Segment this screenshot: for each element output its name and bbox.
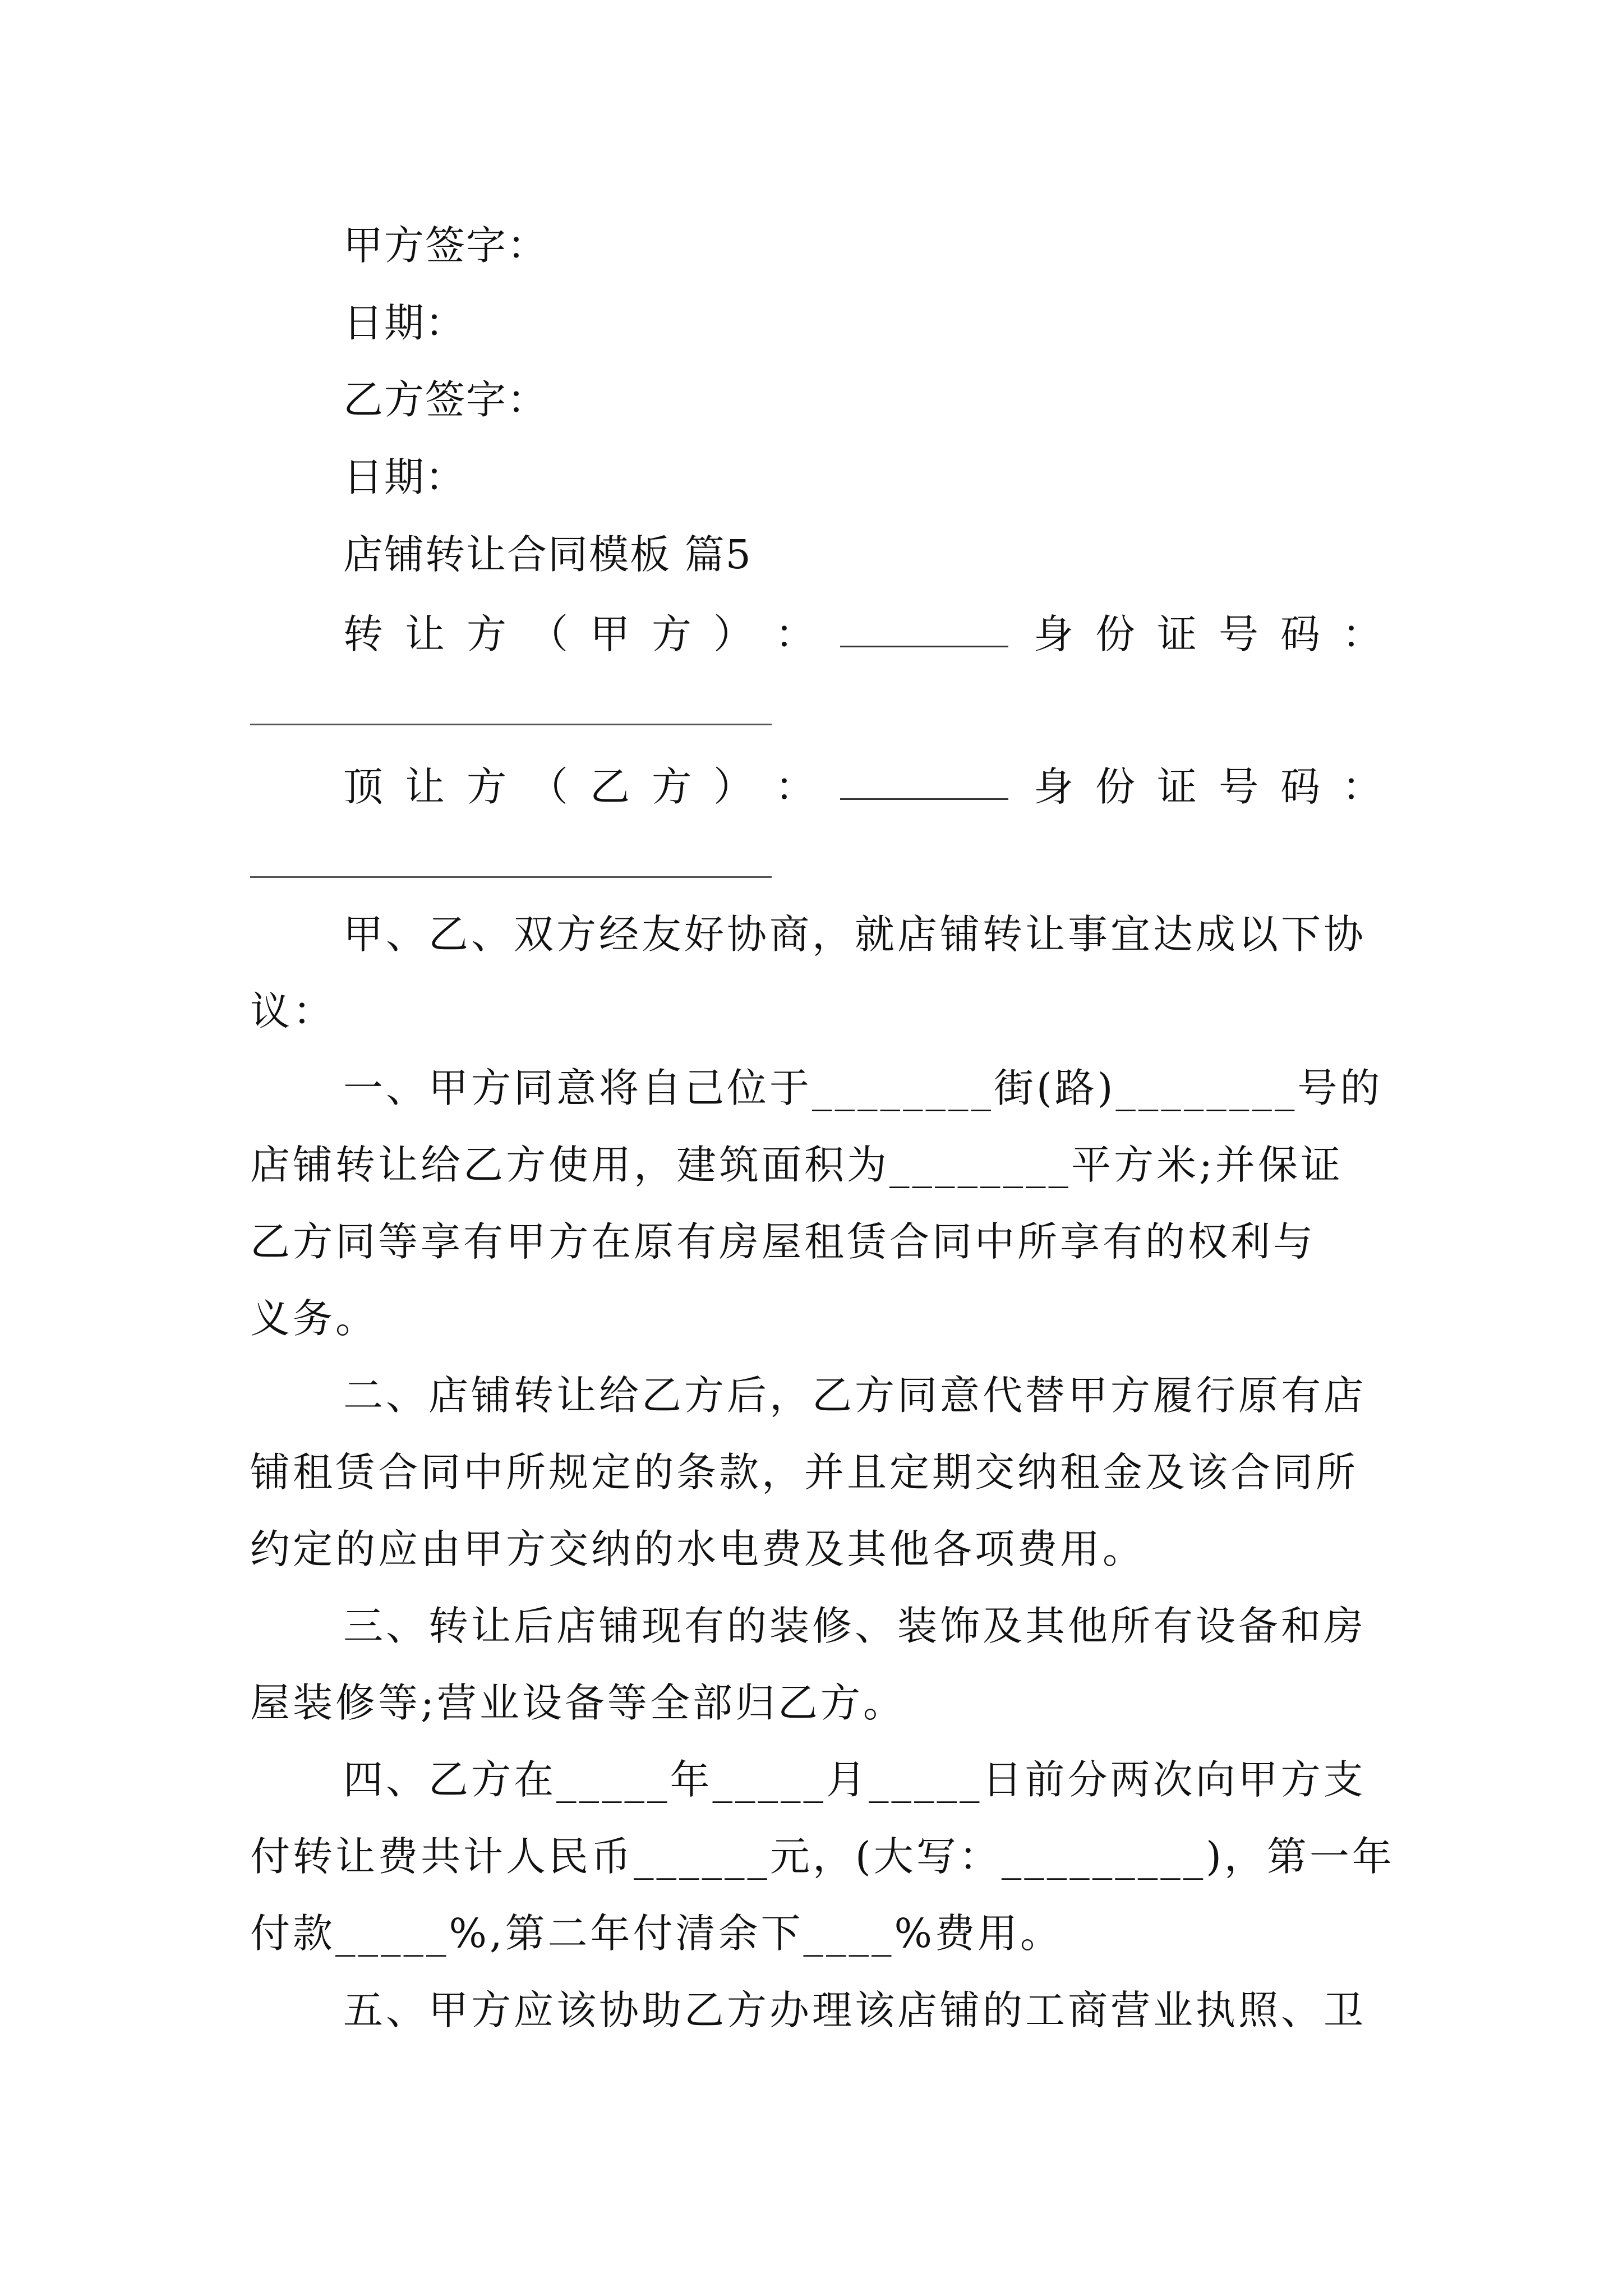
- clause-1-line: 店铺转让给乙方使用，建筑面积为________平方米;并保证: [250, 1142, 1343, 1188]
- name-blank: [840, 640, 1008, 647]
- party-char: ：: [1341, 611, 1382, 657]
- intro-paragraph-line: 甲、乙、双方经友好协商，就店铺转让事宜达成以下协: [343, 911, 1367, 958]
- party-char: 乙: [590, 763, 630, 810]
- party-char: 证: [1156, 763, 1197, 810]
- clause-3-line: 屋装修等;营业设备等全部归乙方。: [250, 1680, 906, 1726]
- clause-5-line: 五、甲方应该协助乙方办理该店铺的工商营业执照、卫: [343, 1987, 1367, 2033]
- party-char: 身: [1033, 763, 1073, 810]
- clause-3-line: 三、转让后店铺现有的装修、装饰及其他所有设备和房: [343, 1603, 1367, 1649]
- party-char: 份: [1095, 763, 1135, 810]
- party-char: 份: [1095, 611, 1135, 657]
- id-number-blank: [250, 876, 772, 878]
- clause-4-line: 付款_____%,第二年付清余下____%费用。: [250, 1910, 1063, 1957]
- party-a-signature-label: 甲方签字：: [343, 222, 548, 269]
- party-char: 让: [405, 611, 445, 657]
- party-char: 甲: [590, 611, 630, 657]
- clause-2-line: 约定的应由甲方交纳的水电费及其他各项费用。: [250, 1526, 1146, 1572]
- date-label: 日期：: [343, 454, 467, 500]
- clause-2-line: 铺租赁合同中所规定的条款，并且定期交纳租金及该合同所: [250, 1449, 1359, 1496]
- party-char: ：: [1341, 763, 1382, 810]
- party-char: （: [528, 763, 569, 810]
- party-char: ：: [775, 763, 815, 810]
- party-char: 让: [405, 763, 445, 810]
- party-char: 方: [652, 611, 692, 657]
- party-char: 方: [467, 763, 507, 810]
- clause-1-line: 一、甲方同意将自己位于________街(路)________号的: [343, 1065, 1383, 1111]
- party-char: 方: [652, 763, 692, 810]
- clause-1-line: 义务。: [250, 1295, 379, 1342]
- party-char: ：: [775, 611, 815, 657]
- clause-2-line: 二、店铺转让给乙方后，乙方同意代替甲方履行原有店: [343, 1372, 1367, 1419]
- name-blank: [840, 793, 1008, 800]
- party-char: 身: [1033, 611, 1073, 657]
- clause-4-line: 四、乙方在_____年_____月_____日前分两次向甲方支: [343, 1756, 1366, 1803]
- section-title: 店铺转让合同模板 篇5: [343, 531, 752, 578]
- clause-4-line: 付转让费共计人民币______元，(大写：_________)，第一年: [250, 1833, 1395, 1880]
- party-char: 转: [343, 611, 384, 657]
- party-char: 证: [1156, 611, 1197, 657]
- party-char: ）: [713, 611, 754, 657]
- party-char: 号: [1218, 763, 1258, 810]
- party-b-signature-label: 乙方签字：: [343, 376, 548, 423]
- intro-paragraph-line: 议：: [250, 988, 336, 1034]
- party-char: 方: [467, 611, 507, 657]
- transferee-line: [343, 761, 1382, 810]
- date-label: 日期：: [343, 300, 467, 346]
- party-char: 顶: [343, 763, 384, 810]
- party-char: 码: [1280, 611, 1320, 657]
- clause-1-line: 乙方同等享有甲方在原有房屋租赁合同中所享有的权利与: [250, 1218, 1316, 1265]
- party-char: 号: [1218, 611, 1258, 657]
- transferor-line: [343, 609, 1382, 657]
- id-number-blank: [250, 724, 772, 725]
- party-char: （: [528, 611, 569, 657]
- party-char: ）: [713, 763, 754, 810]
- party-char: 码: [1280, 763, 1320, 810]
